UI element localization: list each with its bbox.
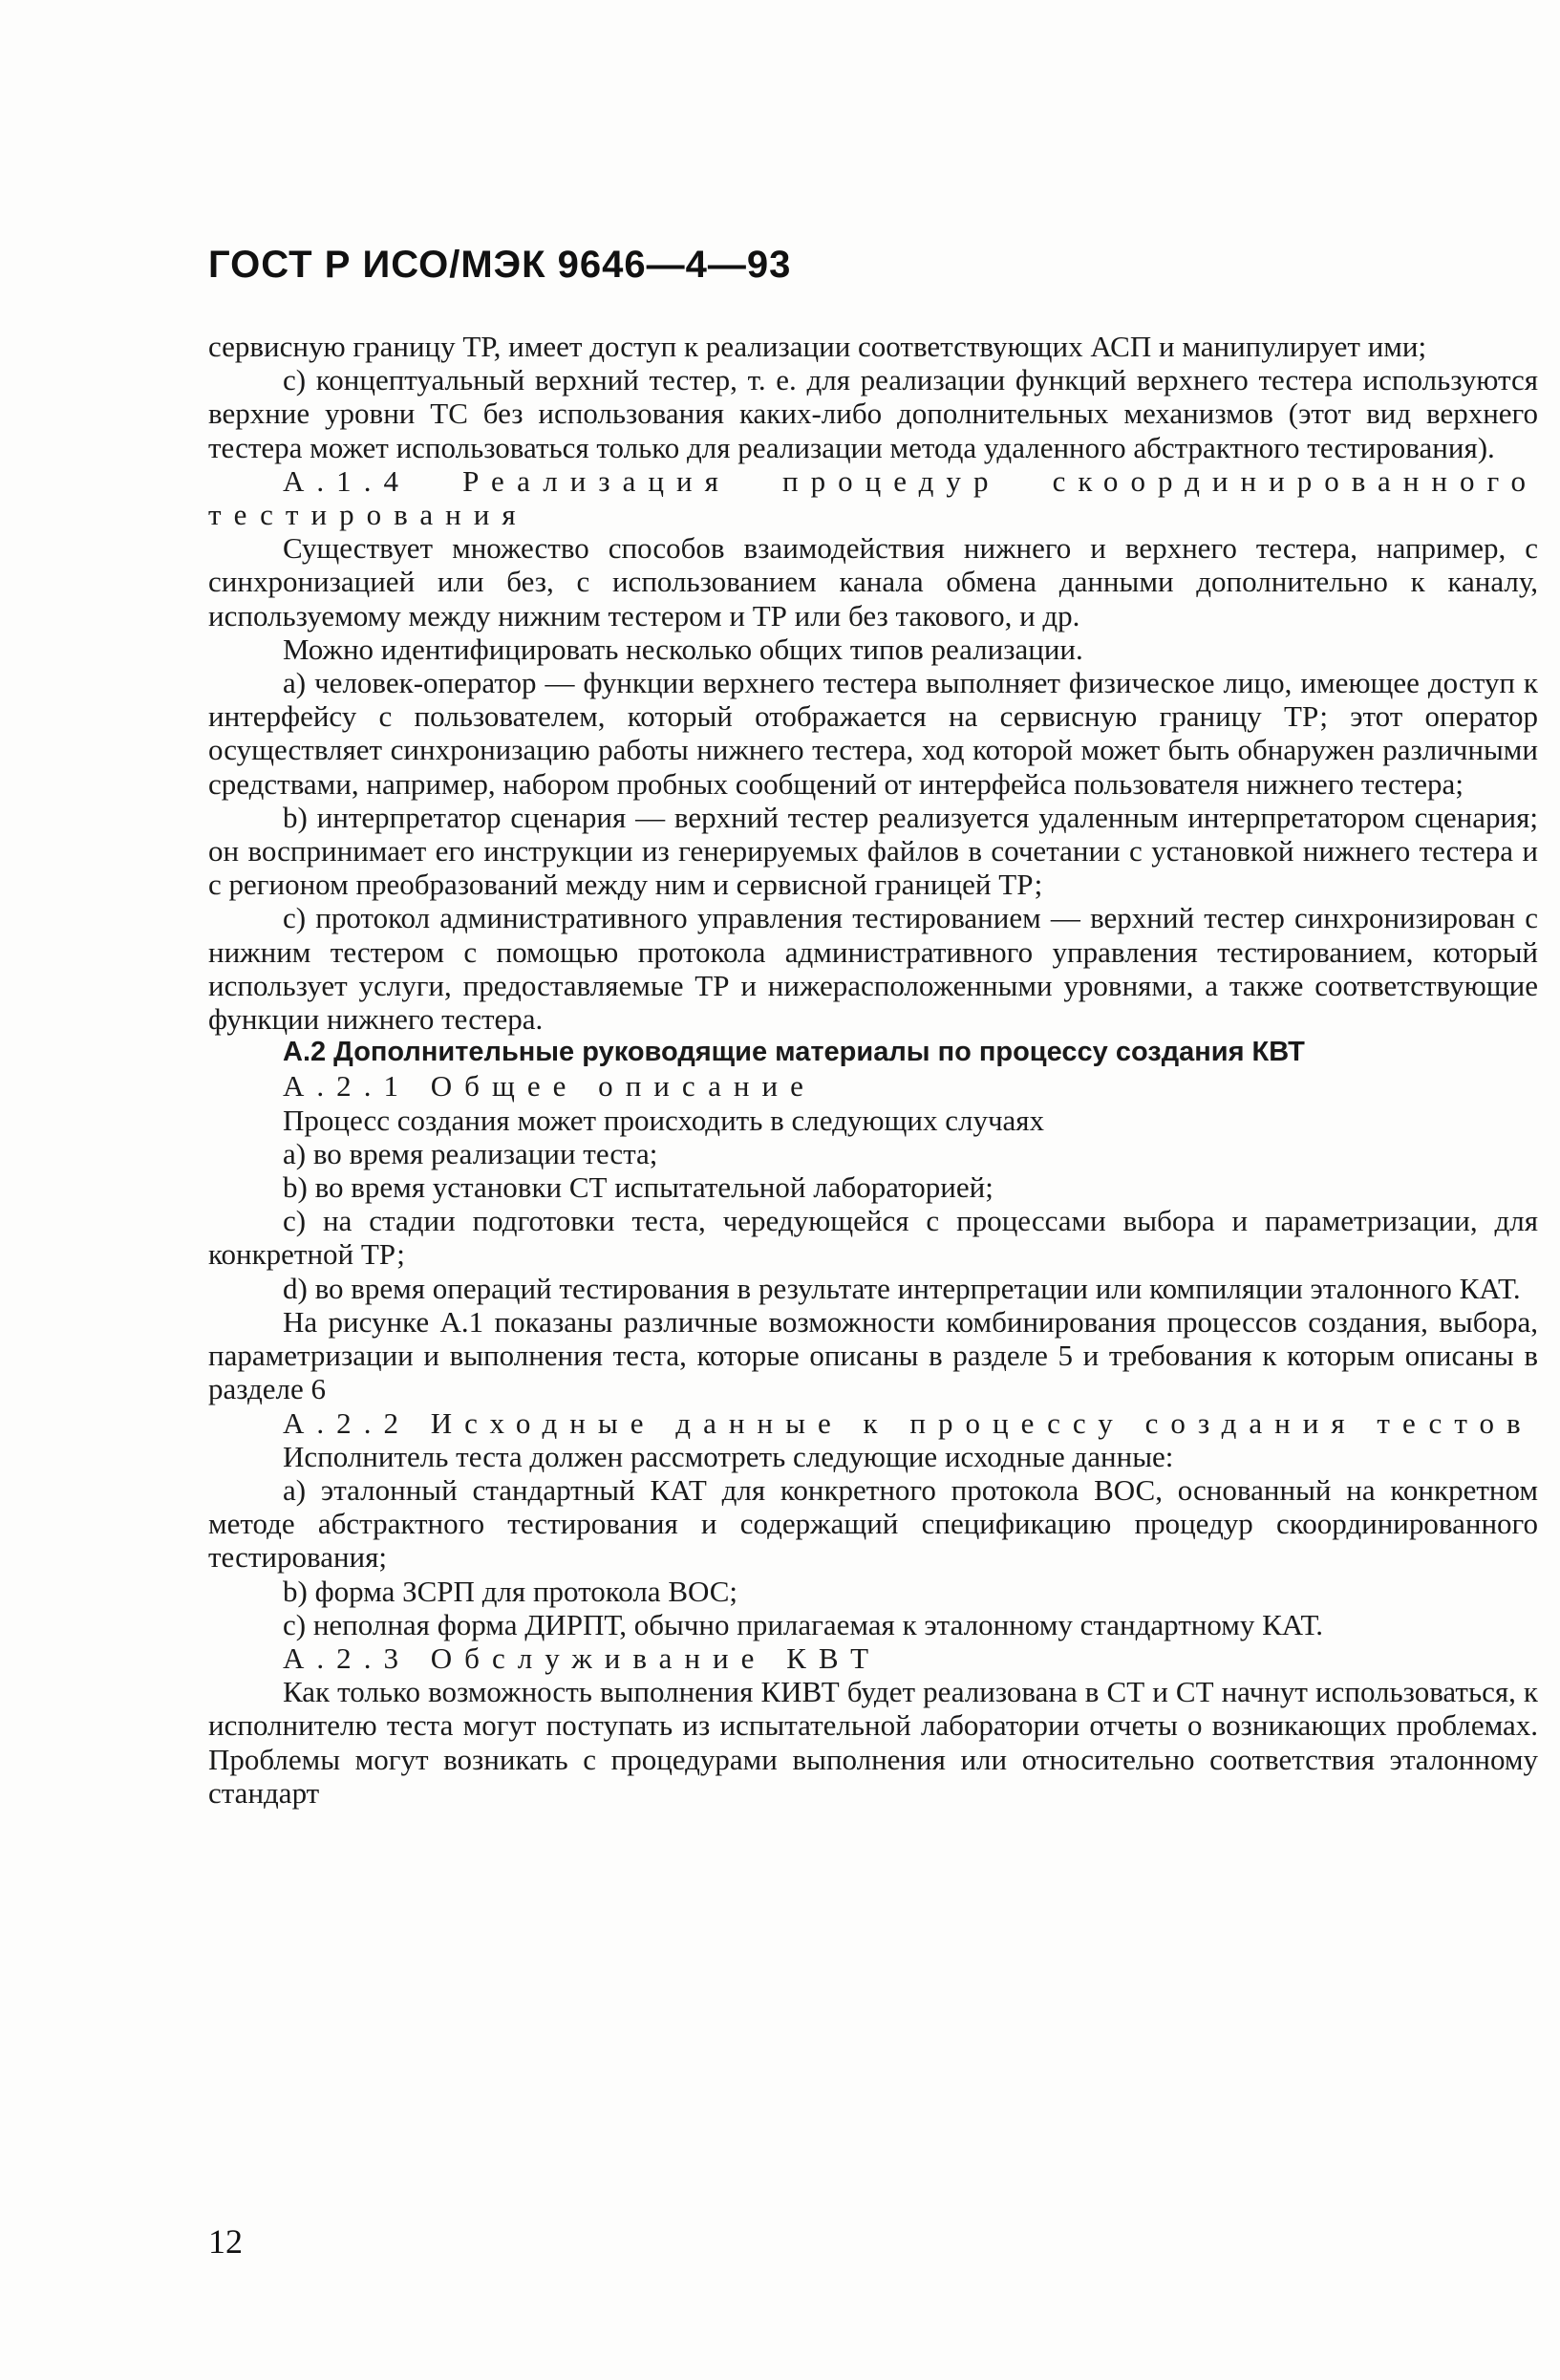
paragraph: Процесс создания может происходить в следующих случаях xyxy=(283,1103,1045,1137)
paragraph: Существует множество способов взаимодействия нижнего и верхнего тестера, например, с синхронизацией или без, с использованием канала обмена данными дополнительно к каналу, используемому между нижним тестером и ТР или без такового, и др. xyxy=(208,531,1538,633)
list-item: b) во время установки СТ испытательной лабораторией; xyxy=(283,1170,994,1205)
page-number: 12 xyxy=(208,2222,243,2261)
document-header: ГОСТ Р ИСО/МЭК 9646—4—93 xyxy=(208,244,792,286)
list-item: d) во время операций тестирования в результате интерпретации или компиляции эталонного КАТ. xyxy=(283,1271,1521,1305)
section-heading: А.2.3 Обслуживание КВТ xyxy=(283,1640,882,1675)
list-item: b) интерпретатор сценария — верхний тестер реализуется удаленным интерпретатором сценария; он воспринимает его инструкции из генерируемых файлов в сочетании с установкой нижнего тестера и с регионом преобразований между ним и сервисной границей ТР; xyxy=(208,800,1538,902)
paragraph: На рисунке А.1 показаны различные возможности комбинирования процессов создания, выбора, параметризации и выполнения теста, которые описаны в разделе 5 и требования к которым описаны в разделе 6 xyxy=(208,1304,1538,1406)
list-item: a) человек-оператор — функции верхнего тестера выполняет физическое лицо, имеющее доступ к интерфейсу с пользователем, который отображается на сервисную границу ТР; этот оператор осуществляет синхронизацию работы нижнего тестера, ход которой может быть обнаружен различными средствами, например, набором пробных сообщений от интерфейса пользователя нижнего тестера; xyxy=(208,666,1538,801)
list-item: a) эталонный стандартный КАТ для конкретного протокола ВОС, основанный на конкретном методе абстрактного тестирования и содержащий спецификацию процедур скоординированного тестирования; xyxy=(208,1472,1538,1575)
paragraph: Можно идентифицировать несколько общих типов реализации. xyxy=(283,632,1083,666)
paragraph: сервисную границу ТР, имеет доступ к реализации соответствующих АСП и манипулирует ими; xyxy=(208,330,1427,363)
paragraph: Исполнитель теста должен рассмотреть следующие исходные данные: xyxy=(283,1439,1174,1473)
paragraph: Как только возможность выполнения КИВТ будет реализована в СТ и СТ начнут использоваться, к исполнителю теста могут поступать из испытательной лаборатории отчеты о возникающих проблемах. Проблемы могут возникать с процедурами выполнения или относительно соответствия эталонному стандарт xyxy=(208,1675,1538,1810)
list-item: c) протокол административного управления тестированием — верхний тестер синхронизирован с нижним тестером с помощью протокола административного управления тестированием, который использует услуги, предоставляемые ТР и нижерасположенными уровнями, а также соответствующие функции нижнего тестера. xyxy=(208,901,1538,1037)
section-heading: А.1.4 Реализация процедур скоординированного тестирования xyxy=(208,463,1538,532)
section-heading: А.2 Дополнительные руководящие материалы по процессу создания КВТ xyxy=(283,1037,1305,1068)
paragraph: c) концептуальный верхний тестер, т. е. для реализации функций верхнего тестера используются верхние уровни ТС без использования каких-либо дополнительных механизмов (этот вид верхнего тестера может использоваться только для реализации метода удаленного абстрактного тестирования). xyxy=(208,363,1538,464)
list-item: c) на стадии подготовки теста, чередующейся с процессами выбора и параметризации, для конкретной ТР; xyxy=(208,1204,1538,1272)
list-item: c) неполная форма ДИРПТ, обычно прилагаемая к эталонному стандартному КАТ. xyxy=(283,1607,1324,1641)
list-item: b) форма ЗСРП для протокола ВОС; xyxy=(283,1574,738,1608)
section-heading: А.2.1 Общее описание xyxy=(283,1069,816,1104)
list-item: a) во время реализации теста; xyxy=(283,1136,658,1170)
section-heading: А.2.2 Исходные данные к процессу создания тестов xyxy=(283,1405,1533,1440)
document-body xyxy=(208,330,1538,1810)
